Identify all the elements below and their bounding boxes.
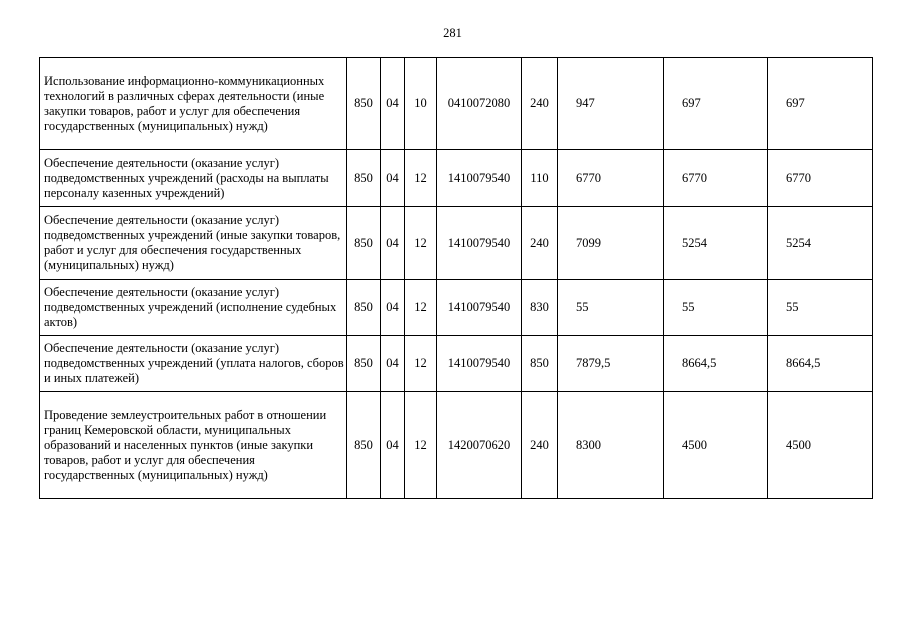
- budget-table: [39, 57, 873, 499]
- amount-year-1: 55: [558, 280, 664, 336]
- amount-year-2: 55: [664, 280, 768, 336]
- row-description: Обеспечение деятельности (оказание услуг) подведомственных учреждений (расходы на выплаты персоналу казенных учреждений): [40, 150, 347, 207]
- expense-type-code: 110: [522, 150, 558, 207]
- amount-year-1: 7879,5: [558, 336, 664, 392]
- amount-year-3: 6770: [768, 150, 873, 207]
- amount-year-2: 4500: [664, 392, 768, 499]
- table-row: [40, 392, 873, 499]
- target-article-code: 1410079540: [437, 207, 522, 280]
- target-article-code: 1410079540: [437, 280, 522, 336]
- target-article-code: 1420070620: [437, 392, 522, 499]
- row-description: Проведение землеустроительных работ в отношении границ Кемеровской области, муниципальных образований и населенных пунктов (иные закупки товаров, работ и услуг для обеспечения государственных (муниципальных) нужд): [40, 392, 347, 499]
- expense-type-code: 240: [522, 392, 558, 499]
- subsection-code: 12: [405, 392, 437, 499]
- amount-year-3: 4500: [768, 392, 873, 499]
- ministry-code: 850: [347, 392, 381, 499]
- row-description: Обеспечение деятельности (оказание услуг) подведомственных учреждений (исполнение судебных актов): [40, 280, 347, 336]
- amount-year-3: 55: [768, 280, 873, 336]
- table-row: [40, 150, 873, 207]
- section-code: 04: [381, 392, 405, 499]
- expense-type-code: 240: [522, 58, 558, 150]
- ministry-code: 850: [347, 280, 381, 336]
- ministry-code: 850: [347, 207, 381, 280]
- page-number: 281: [443, 26, 462, 40]
- amount-year-1: 947: [558, 58, 664, 150]
- subsection-code: 12: [405, 336, 437, 392]
- amount-year-1: 6770: [558, 150, 664, 207]
- section-code: 04: [381, 207, 405, 280]
- amount-year-2: 6770: [664, 150, 768, 207]
- amount-year-1: 8300: [558, 392, 664, 499]
- table-row: [40, 336, 873, 392]
- expense-type-code: 830: [522, 280, 558, 336]
- ministry-code: 850: [347, 58, 381, 150]
- target-article-code: 0410072080: [437, 58, 522, 150]
- row-description: Обеспечение деятельности (оказание услуг) подведомственных учреждений (уплата налогов, сборов и иных платежей): [40, 336, 347, 392]
- amount-year-3: 697: [768, 58, 873, 150]
- subsection-code: 12: [405, 150, 437, 207]
- subsection-code: 12: [405, 207, 437, 280]
- amount-year-3: 8664,5: [768, 336, 873, 392]
- ministry-code: 850: [347, 336, 381, 392]
- expense-type-code: 240: [522, 207, 558, 280]
- amount-year-1: 7099: [558, 207, 664, 280]
- table-row: [40, 207, 873, 280]
- subsection-code: 12: [405, 280, 437, 336]
- target-article-code: 1410079540: [437, 336, 522, 392]
- table-row: [40, 280, 873, 336]
- subsection-code: 10: [405, 58, 437, 150]
- section-code: 04: [381, 280, 405, 336]
- amount-year-2: 8664,5: [664, 336, 768, 392]
- ministry-code: 850: [347, 150, 381, 207]
- amount-year-2: 697: [664, 58, 768, 150]
- section-code: 04: [381, 58, 405, 150]
- target-article-code: 1410079540: [437, 150, 522, 207]
- amount-year-2: 5254: [664, 207, 768, 280]
- expense-type-code: 850: [522, 336, 558, 392]
- row-description: Обеспечение деятельности (оказание услуг) подведомственных учреждений (иные закупки товаров, работ и услуг для обеспечения государственных (муниципальных) нужд): [40, 207, 347, 280]
- row-description: Использование информационно-коммуникационных технологий в различных сферах деятельности (иные закупки товаров, работ и услуг для обеспечения государственных (муниципальных) нужд): [40, 58, 347, 150]
- section-code: 04: [381, 150, 405, 207]
- section-code: 04: [381, 336, 405, 392]
- amount-year-3: 5254: [768, 207, 873, 280]
- table-row: [40, 58, 873, 150]
